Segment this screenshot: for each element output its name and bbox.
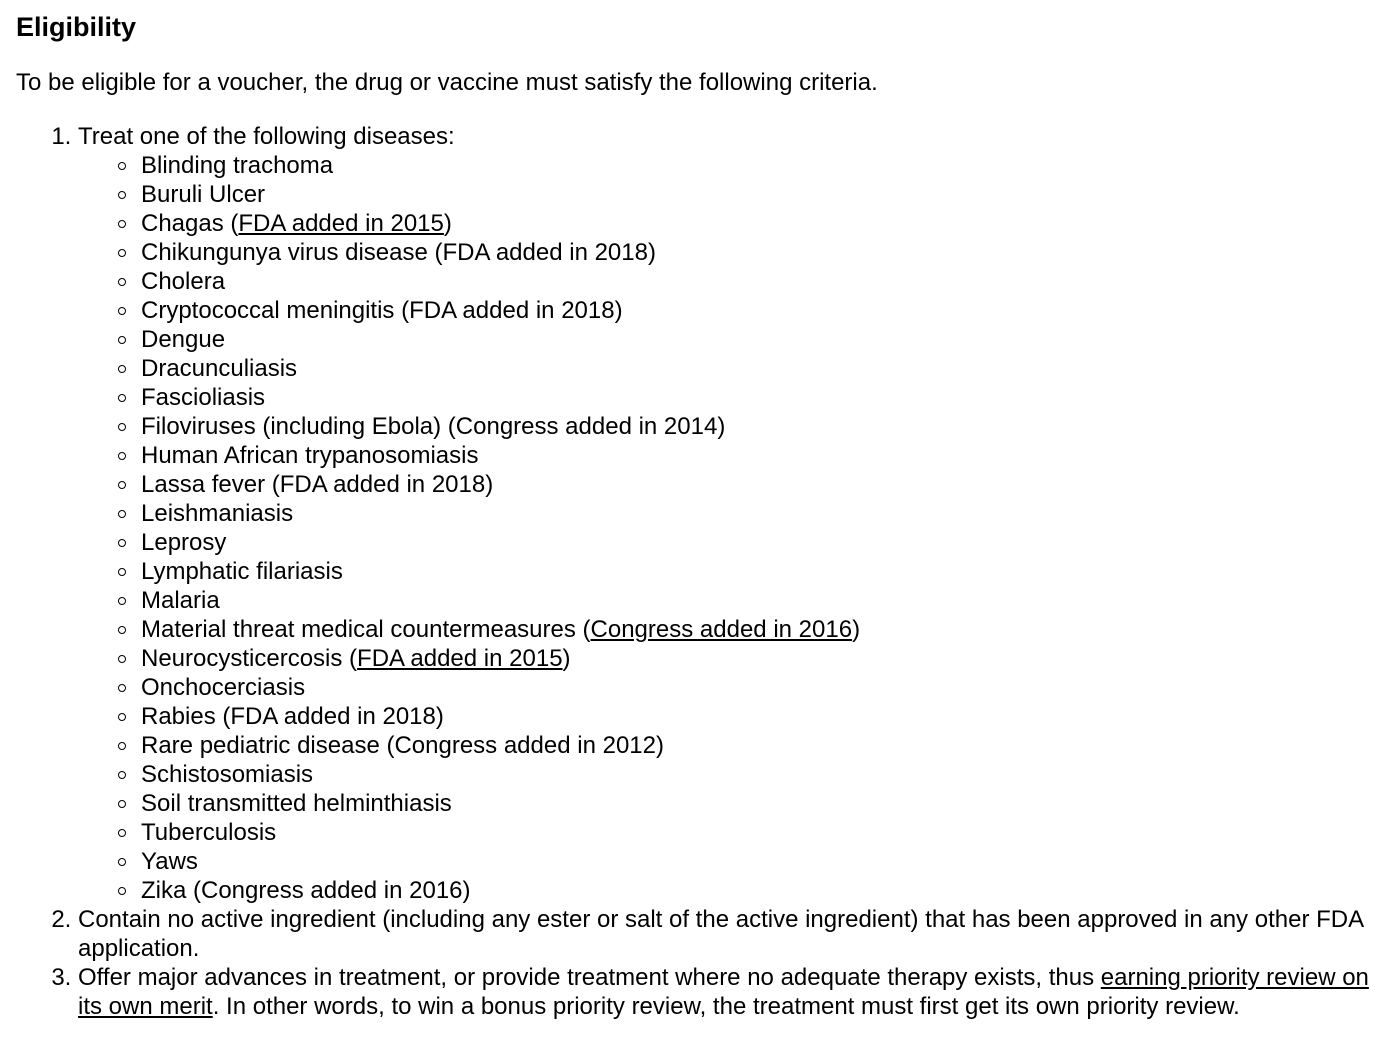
disease-list-item: [141, 760, 1380, 789]
criterion-1-text: Treat one of the following diseases:: [78, 123, 455, 150]
disease-list-item: [141, 209, 1380, 238]
disease-name: Cholera: [141, 268, 226, 295]
disease-name: Chagas (: [141, 210, 239, 237]
disease-name: Dracunculiasis: [141, 355, 298, 382]
disease-name-suffix: ): [443, 210, 452, 237]
disease-list-item: [141, 151, 1380, 180]
disease-list: [78, 151, 1380, 905]
disease-list-item: [141, 325, 1380, 354]
disease-name: Rare pediatric disease (Congress added in 2012): [141, 732, 664, 759]
disease-list-item: [141, 412, 1380, 441]
disease-name: Zika (Congress added in 2016): [141, 877, 471, 904]
disease-list-item: [141, 847, 1380, 876]
priority-review-link[interactable]: earning priority review on its own merit: [78, 964, 1369, 1020]
disease-name: Onchocerciasis: [141, 674, 306, 701]
disease-name: Fascioliasis: [141, 384, 266, 411]
disease-list-item: [141, 499, 1380, 528]
disease-name: Chikungunya virus disease (FDA added in 2018): [141, 239, 656, 266]
disease-name: Filoviruses (including Ebola) (Congress added in 2014): [141, 413, 726, 440]
disease-name: Soil transmitted helminthiasis: [141, 790, 452, 817]
disease-list-item: [141, 441, 1380, 470]
disease-list-item: [141, 470, 1380, 499]
disease-list-item: [141, 702, 1380, 731]
disease-list-item: [141, 296, 1380, 325]
disease-list-item: [141, 383, 1380, 412]
criterion-3-text-after: . In other words, to win a bonus priority review, the treatment must first get its own priority review.: [212, 993, 1240, 1020]
disease-name: Leprosy: [141, 529, 227, 556]
disease-list-item: [141, 180, 1380, 209]
disease-list-item: [141, 354, 1380, 383]
disease-name: Leishmaniasis: [141, 500, 294, 527]
disease-list-item: [141, 615, 1380, 644]
disease-list-item: [141, 876, 1380, 905]
disease-name: Material threat medical countermeasures (: [141, 616, 591, 643]
disease-source-link[interactable]: FDA added in 2015: [357, 645, 563, 672]
disease-list-item: [141, 267, 1380, 296]
criterion-item-2: [78, 905, 1380, 963]
disease-list-item: [141, 818, 1380, 847]
criteria-list: [16, 122, 1380, 1021]
disease-list-item: [141, 528, 1380, 557]
disease-name: Lymphatic filariasis: [141, 558, 343, 585]
disease-name-suffix: ): [562, 645, 571, 672]
disease-name: Malaria: [141, 587, 220, 614]
disease-name: Buruli Ulcer: [141, 181, 266, 208]
disease-list-item: [141, 644, 1380, 673]
page-title: Eligibility: [16, 12, 137, 42]
disease-list-item: [141, 731, 1380, 760]
disease-list-item: [141, 557, 1380, 586]
disease-name: Yaws: [141, 848, 198, 875]
disease-name: Blinding trachoma: [141, 152, 334, 179]
disease-name: Tuberculosis: [141, 819, 277, 846]
disease-name: Neurocysticercosis (: [141, 645, 358, 672]
disease-name: Human African trypanosomiasis: [141, 442, 479, 469]
criterion-2-text: Contain no active ingredient (including any ester or salt of the active ingredient) that has been approved in any other FDA application.: [78, 906, 1363, 962]
disease-name: Dengue: [141, 326, 226, 353]
disease-name: Rabies (FDA added in 2018): [141, 703, 444, 730]
disease-name: Schistosomiasis: [141, 761, 314, 788]
disease-source-link[interactable]: FDA added in 2015: [238, 210, 444, 237]
criterion-3-text-before: Offer major advances in treatment, or provide treatment where no adequate therapy exists, thus: [78, 964, 1101, 991]
criterion-item-3: [78, 963, 1380, 1021]
disease-list-item: [141, 586, 1380, 615]
criterion-item-1: [78, 122, 1380, 905]
disease-list-item: [141, 673, 1380, 702]
intro-paragraph: To be eligible for a voucher, the drug or vaccine must satisfy the following criteria.: [16, 69, 878, 96]
disease-list-item: [141, 238, 1380, 267]
disease-name: Lassa fever (FDA added in 2018): [141, 471, 494, 498]
disease-name: Cryptococcal meningitis (FDA added in 2018): [141, 297, 623, 324]
disease-name-suffix: ): [852, 616, 861, 643]
disease-source-link[interactable]: Congress added in 2016: [590, 616, 853, 643]
disease-list-item: [141, 789, 1380, 818]
